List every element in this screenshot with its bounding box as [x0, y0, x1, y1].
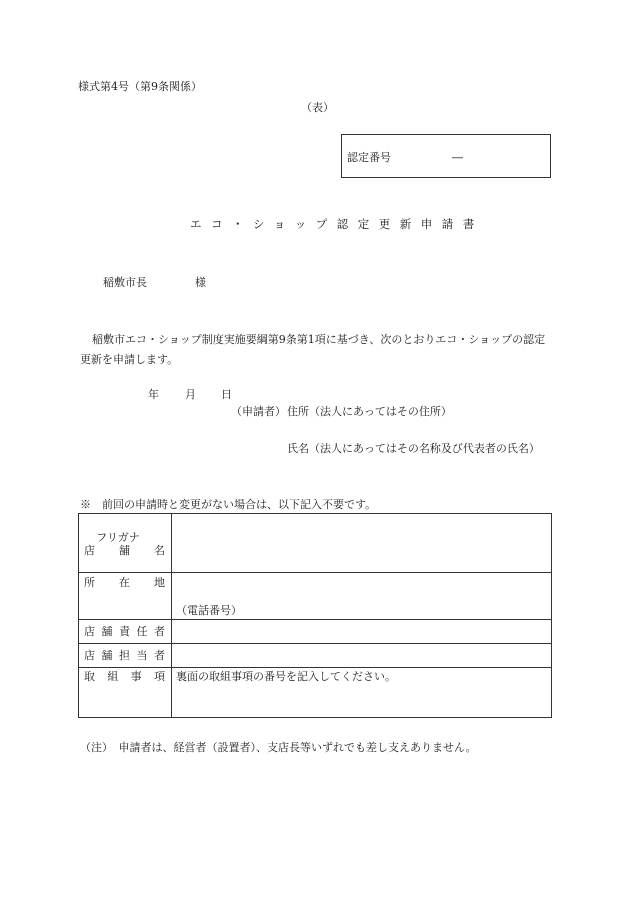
contact-label: 店 舗 担 当 者: [84, 649, 165, 662]
initiatives-note: 裏面の取組事項の番号を記入してください。: [176, 670, 396, 683]
certification-number-dash: ―: [452, 151, 463, 164]
initiatives-label-cell: [79, 668, 172, 718]
date-year: 年: [148, 388, 159, 401]
applicant-address-label: 住所（法人にあってはその住所）: [287, 405, 452, 418]
row-manager: [79, 620, 552, 644]
phone-label: （電話番号）: [176, 604, 242, 617]
contact-value-cell[interactable]: [172, 644, 552, 668]
side-label: （表）: [301, 101, 334, 114]
addressee-honorific: 様: [195, 276, 206, 289]
initiatives-label: 取 組 事 項: [84, 670, 165, 683]
manager-label-cell: [79, 620, 172, 644]
applicant-role: （申請者）: [231, 405, 286, 418]
row-location: [79, 573, 552, 620]
certification-number-box: [341, 134, 551, 178]
manager-label: 店 舗 責 任 者: [84, 625, 165, 638]
shop-info-table: [78, 513, 552, 718]
note-top: ※ 前回の申請時と変更がない場合は、以下記入不要です。: [80, 498, 377, 511]
document-title: エコ・ショップ認定更新申請書: [190, 217, 484, 231]
shop-name-value-cell[interactable]: [172, 514, 552, 573]
body-text: 稲敷市エコ・ショップ制度実施要綱第9条第1項に基づき、次のとおりエコ・ショップの認定更新を申請します。: [80, 333, 546, 366]
applicant-name-label: 氏名（法人にあってはその名称及び代表者の氏名）: [287, 442, 540, 455]
date-month: 月: [185, 388, 196, 401]
form-number: 様式第4号（第9条関係）: [78, 80, 202, 93]
row-shop-name: [79, 514, 552, 573]
location-label-cell: [79, 573, 172, 620]
furigana-label: フリガナ: [96, 531, 140, 544]
addressee-city-head: 稲敷市長: [103, 276, 147, 289]
certification-number-label: 認定番号: [347, 151, 391, 164]
manager-value-cell[interactable]: [172, 620, 552, 644]
row-initiatives: [79, 668, 552, 718]
contact-label-cell: [79, 644, 172, 668]
date-day: 日: [221, 388, 232, 401]
row-contact: [79, 644, 552, 668]
location-label: 所 在 地: [84, 576, 165, 589]
footer-note: （注） 申請者は、経営者（設置者）、支店長等いずれでも差し支えありません。: [80, 741, 477, 754]
shop-name-label-cell: [79, 514, 172, 573]
initiatives-value-cell[interactable]: [172, 668, 552, 718]
shop-name-label: 店 舗 名: [84, 544, 165, 558]
location-value-cell[interactable]: [172, 573, 552, 620]
